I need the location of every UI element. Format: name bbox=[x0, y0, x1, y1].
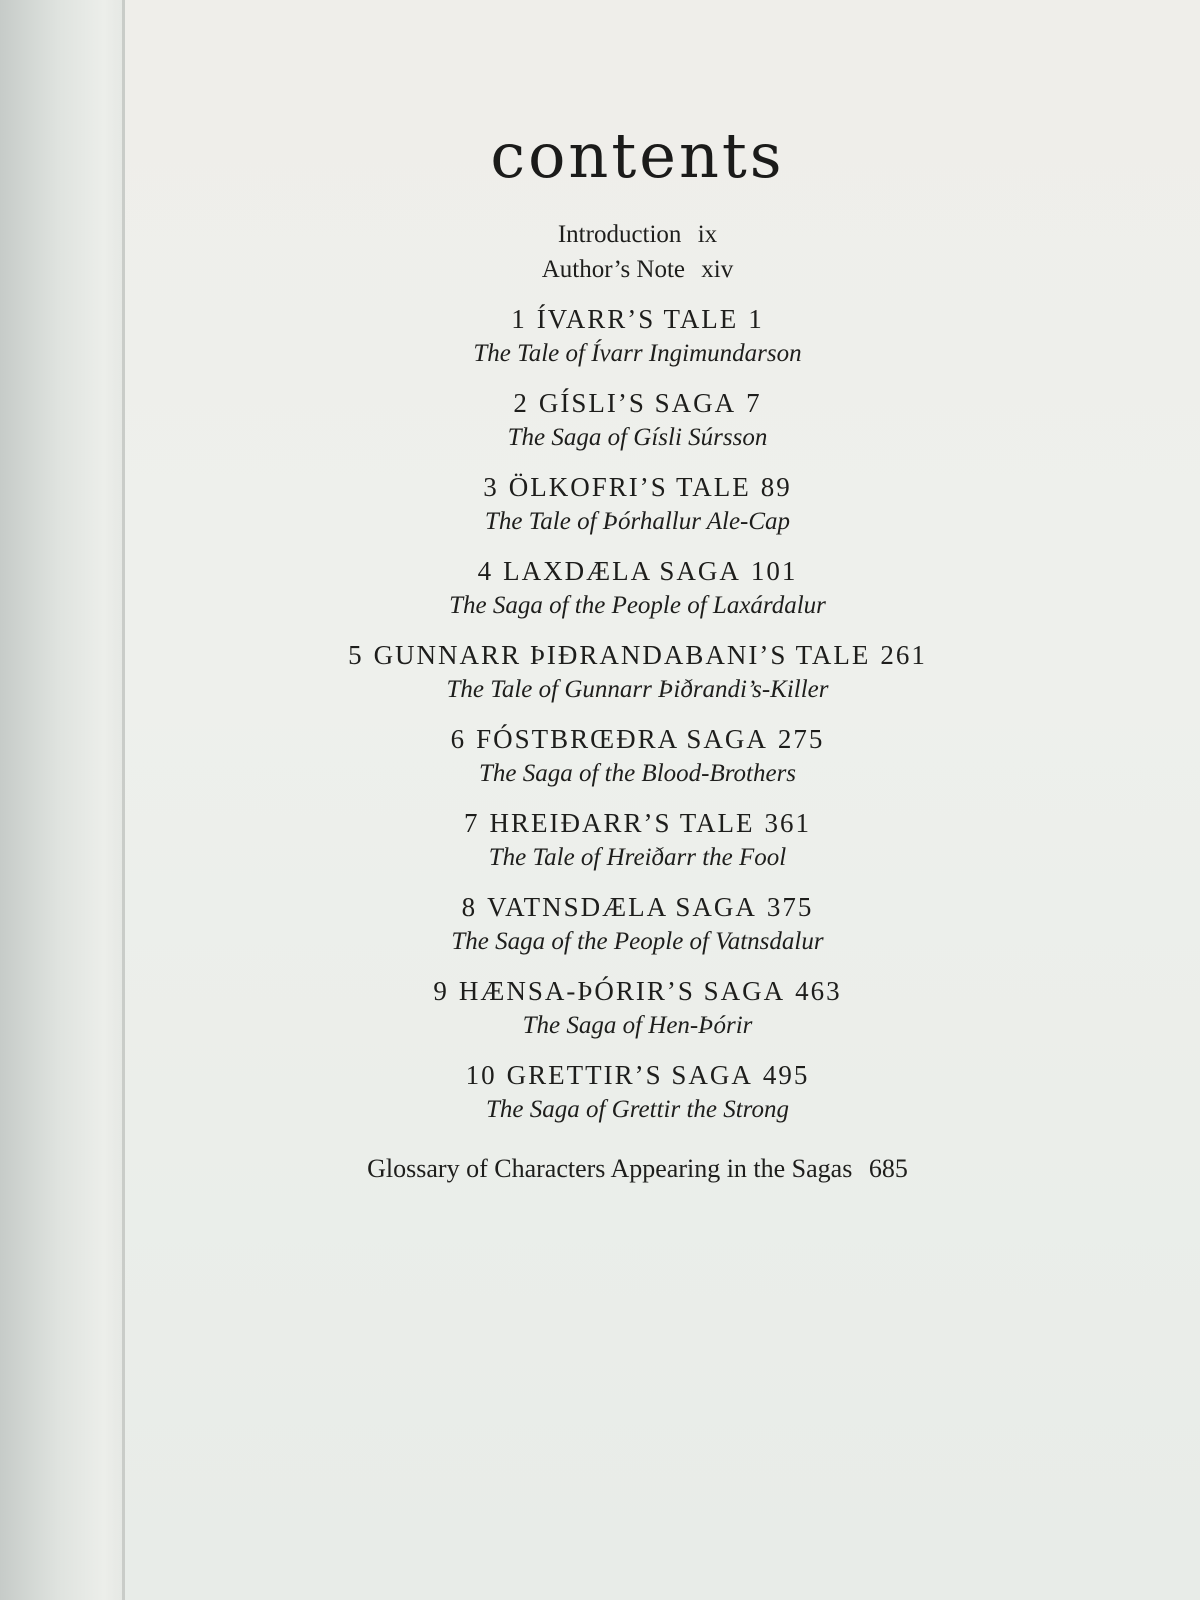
front-matter-authors-note bbox=[125, 252, 1150, 287]
entry-page: 275 bbox=[777, 724, 825, 754]
entry-title-line bbox=[125, 385, 1150, 421]
entry-page: 1 bbox=[748, 304, 764, 334]
toc-entry-10 bbox=[125, 1057, 1150, 1127]
entry-subtitle: The Saga of the People of Vatnsdalur bbox=[451, 928, 824, 955]
entry-title: VATNSDÆLA SAGA bbox=[487, 892, 757, 922]
toc-entry-5 bbox=[125, 637, 1150, 707]
entry-subtitle: The Saga of the Blood-Brothers bbox=[478, 760, 797, 787]
entry-number: 10 bbox=[465, 1060, 497, 1090]
front-matter bbox=[125, 217, 1150, 287]
glossary-page: 685 bbox=[868, 1154, 908, 1183]
entry-subtitle: The Tale of Gunnarr Þiðrandi’s-Killer bbox=[446, 676, 829, 703]
toc-entry-8 bbox=[125, 889, 1150, 959]
entry-page: 375 bbox=[766, 892, 814, 922]
entry-title: GÍSLI’S SAGA bbox=[538, 388, 737, 418]
entry-subtitle: The Tale of Hreiðarr the Fool bbox=[488, 844, 787, 871]
entry-title: HREIÐARR’S TALE bbox=[489, 808, 755, 838]
entry-title: LAXDÆLA SAGA bbox=[503, 556, 741, 586]
entry-number: 2 bbox=[513, 388, 529, 418]
entry-title-line bbox=[125, 805, 1150, 841]
front-matter-page: xiv bbox=[701, 256, 734, 283]
toc-entry-9 bbox=[125, 973, 1150, 1043]
entry-subtitle: The Saga of Grettir the Strong bbox=[485, 1096, 789, 1123]
front-matter-page: ix bbox=[697, 221, 718, 248]
entry-title-line bbox=[125, 889, 1150, 925]
toc-entry-2 bbox=[125, 385, 1150, 455]
entry-title: HÆNSA-ÞÓRIR’S SAGA bbox=[458, 976, 786, 1006]
entry-number: 8 bbox=[461, 892, 478, 922]
entry-page: 101 bbox=[750, 556, 798, 586]
entry-subtitle: The Saga of Hen-Þórir bbox=[522, 1012, 753, 1039]
entry-title-line bbox=[125, 973, 1150, 1009]
toc-entry-1 bbox=[125, 301, 1150, 371]
entry-number: 1 bbox=[511, 304, 527, 334]
entry-title: GRETTIR’S SAGA bbox=[506, 1060, 753, 1090]
toc-entry-4 bbox=[125, 553, 1150, 623]
entry-page: 463 bbox=[795, 976, 842, 1006]
front-matter-label: Introduction bbox=[557, 221, 682, 248]
entry-title-line bbox=[125, 469, 1150, 505]
entry-title-line bbox=[125, 721, 1150, 757]
entry-page: 261 bbox=[880, 640, 927, 670]
entry-title: ÍVARR’S TALE bbox=[536, 304, 739, 334]
entry-number: 6 bbox=[450, 724, 467, 754]
entry-subtitle: The Tale of Þórhallur Ale-Cap bbox=[484, 508, 791, 535]
entry-number: 9 bbox=[433, 976, 449, 1006]
entry-title-line bbox=[125, 301, 1150, 337]
entry-subtitle: The Saga of the People of Laxárdalur bbox=[449, 592, 826, 619]
entry-title: FÓSTBRŒÐRA SAGA bbox=[476, 724, 768, 754]
entry-page: 89 bbox=[760, 472, 792, 502]
entry-subtitle: The Saga of Gísli Súrsson bbox=[507, 424, 768, 451]
entry-number: 7 bbox=[463, 808, 480, 838]
entry-title-line bbox=[125, 637, 1150, 673]
book-gutter bbox=[0, 0, 130, 1600]
entry-page: 495 bbox=[762, 1060, 810, 1090]
toc-entry-3 bbox=[125, 469, 1150, 539]
toc-entry-7 bbox=[125, 805, 1150, 875]
table-of-contents bbox=[125, 0, 1150, 1187]
entry-number: 3 bbox=[483, 472, 499, 502]
entry-number: 4 bbox=[477, 556, 494, 586]
entry-title: ÖLKOFRI’S TALE bbox=[508, 472, 751, 502]
contents-heading: contents bbox=[490, 119, 785, 192]
toc-entry-6 bbox=[125, 721, 1150, 791]
entry-title: GUNNARR ÞIÐRANDABANI’S TALE bbox=[373, 640, 871, 670]
front-matter-label: Author’s Note bbox=[541, 256, 686, 283]
entry-title-line bbox=[125, 553, 1150, 589]
entry-title-line bbox=[125, 1057, 1150, 1093]
entry-subtitle: The Tale of Ívarr Ingimundarson bbox=[473, 340, 802, 367]
entry-page: 361 bbox=[764, 808, 812, 838]
entry-page: 7 bbox=[746, 388, 762, 418]
entry-number: 5 bbox=[348, 640, 364, 670]
glossary-entry bbox=[125, 1151, 1150, 1187]
front-matter-introduction bbox=[125, 217, 1150, 252]
glossary-label: Glossary of Characters Appearing in the Sagas bbox=[367, 1154, 853, 1183]
